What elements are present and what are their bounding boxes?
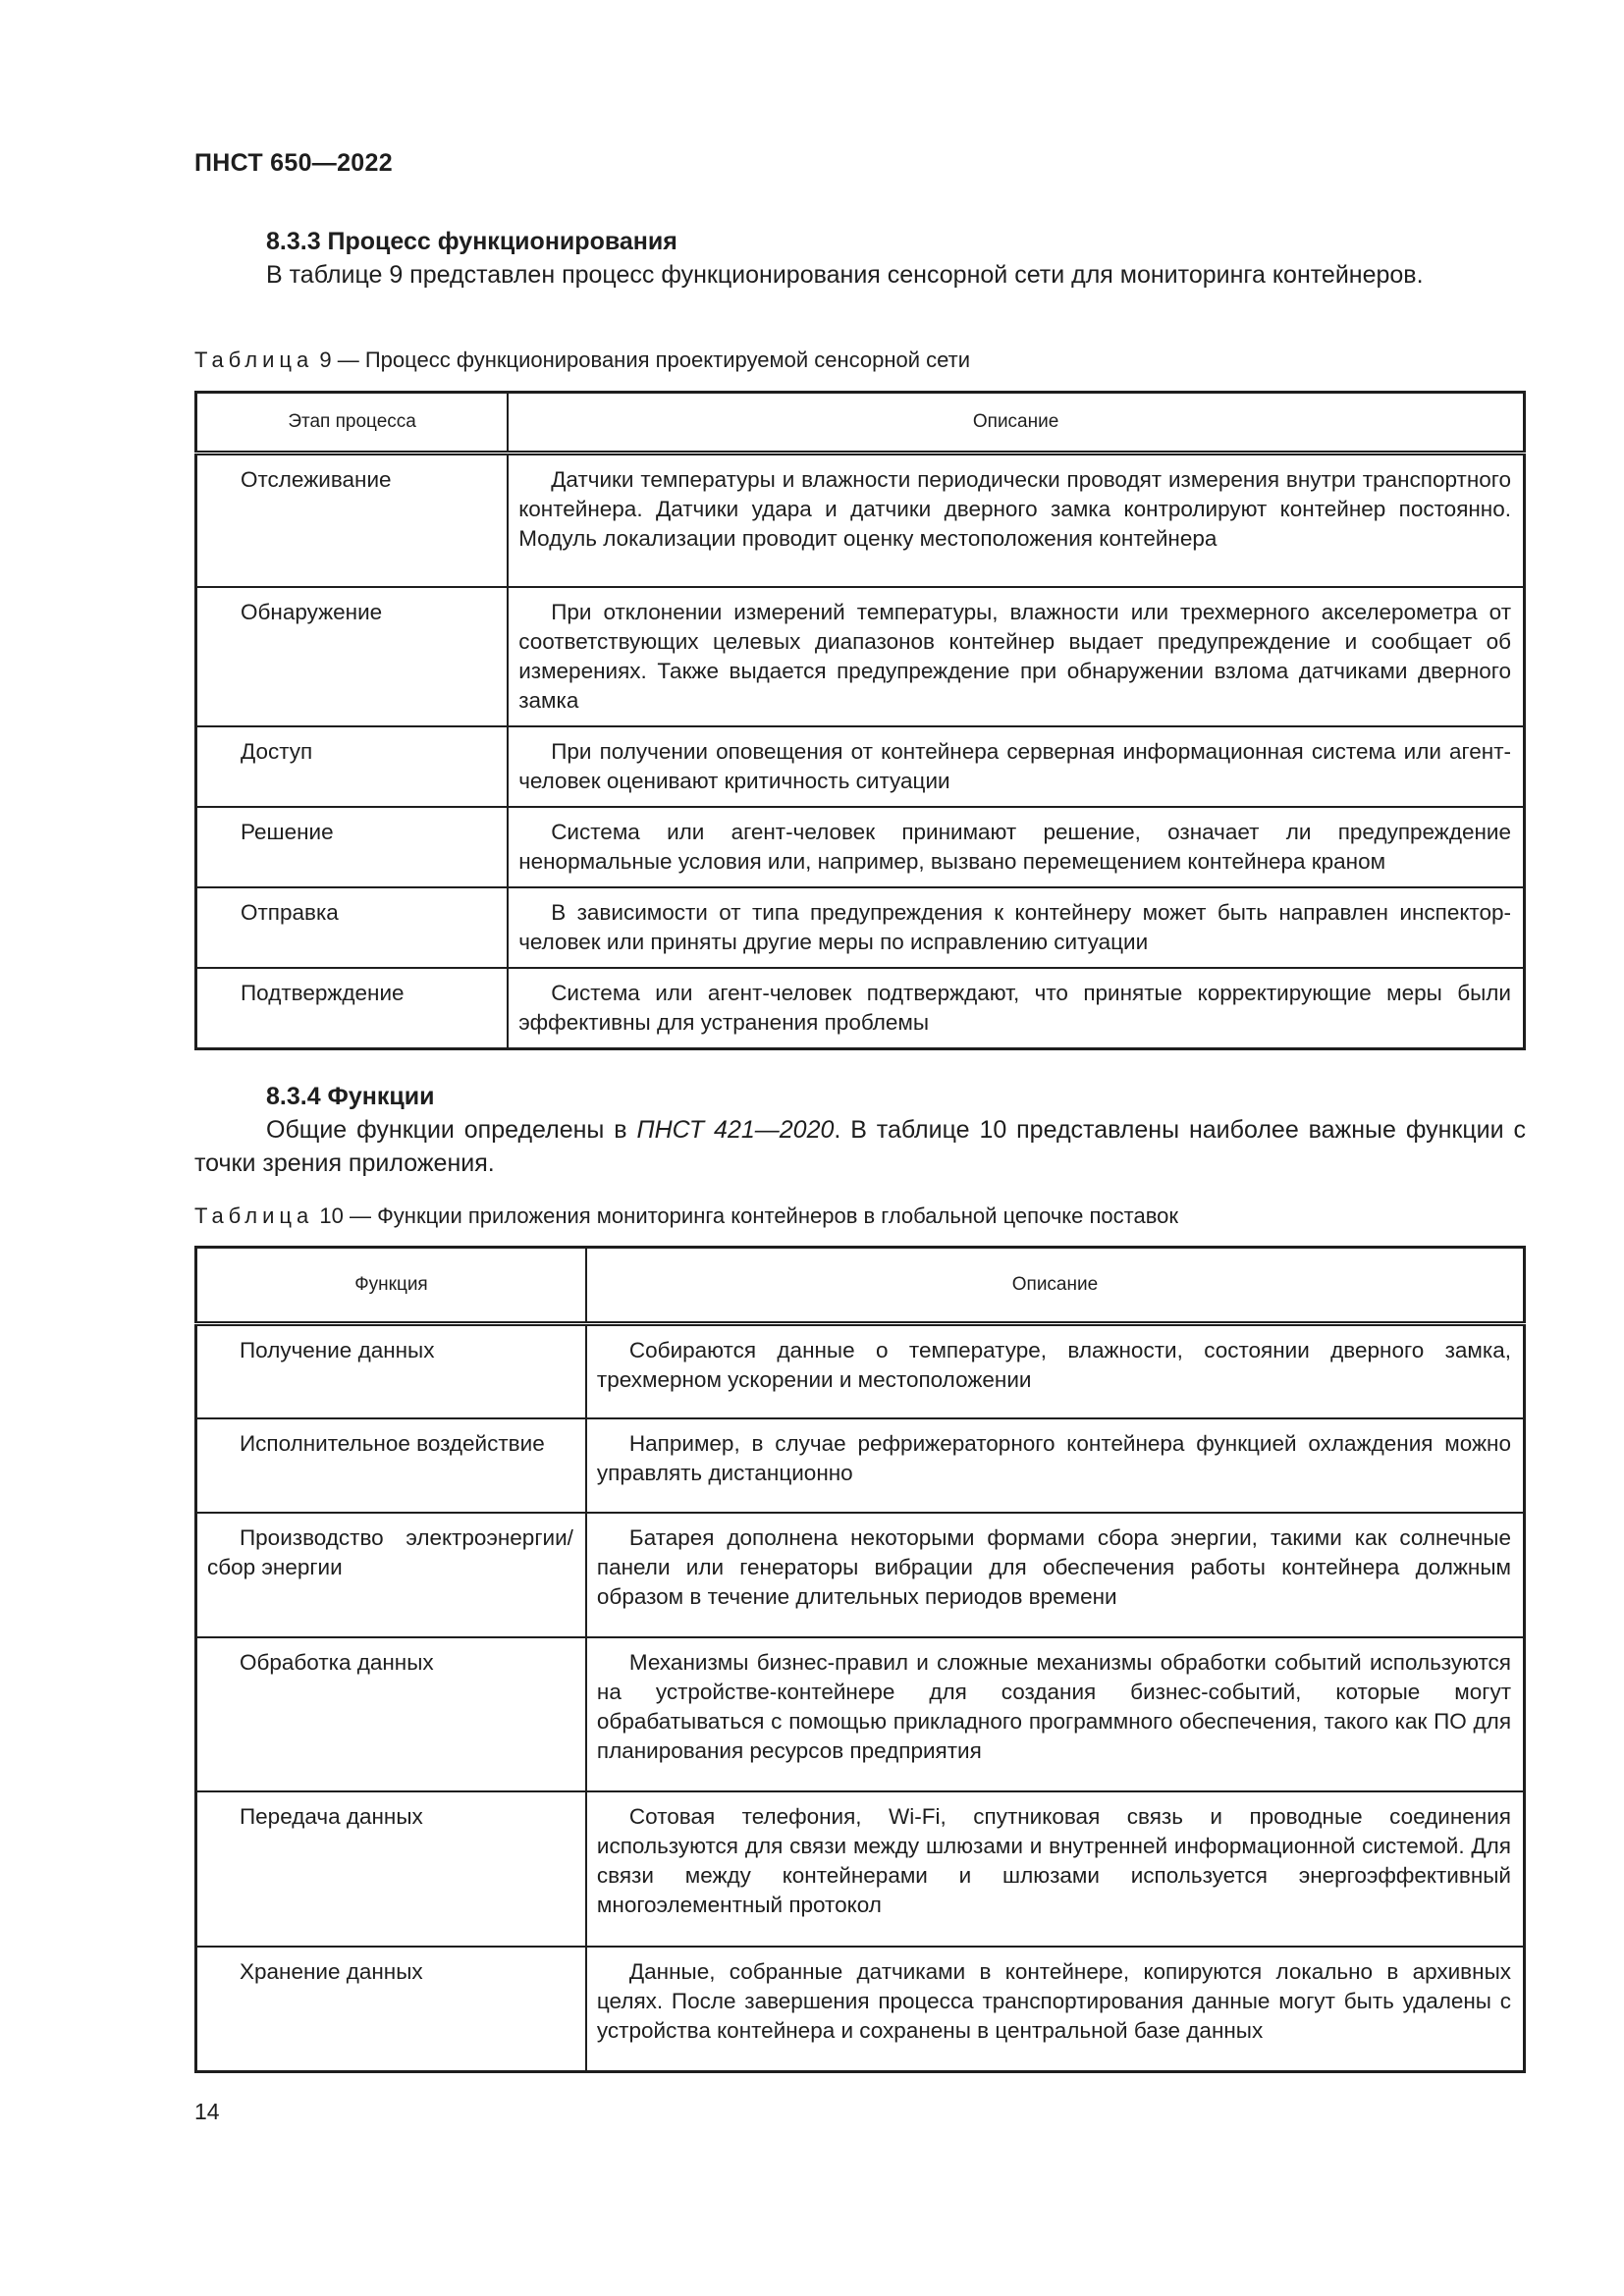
table-9-header-stage: Этап процесса bbox=[196, 393, 509, 454]
table-9-caption bbox=[194, 347, 970, 373]
table-10-function-cell: Получение данных bbox=[196, 1324, 586, 1418]
table-row bbox=[196, 1637, 1525, 1791]
table-row bbox=[196, 587, 1525, 726]
table-9-description-cell: При отклонении измерений температуры, влажности или трехмерного акселерометра от соответствующих целевых диапазонов контейнер выдает предупреждение и сообщает об измерениях. Также выдается предупреждение при обнаружении взлома датчиками дверного замка bbox=[508, 587, 1524, 726]
table-9-description-cell: При получении оповещения от контейнера серверная информационная система или агент-человек оценивают критичность ситуации bbox=[508, 726, 1524, 807]
table-10-description-cell: Механизмы бизнес-правил и сложные механизмы обработки событий используются на устройстве-контейнере для создания бизнес-событий, которые могут обрабатываться с помощью прикладного программного обеспечения, такого как ПО для планирования ресурсов предприятия bbox=[586, 1637, 1525, 1791]
page-number: 14 bbox=[194, 2099, 220, 2124]
table-10-description-cell: Собираются данные о температуре, влажности, состоянии дверного замка, трехмерном ускорении и местоположении bbox=[586, 1324, 1525, 1418]
table-10-description-cell: Например, в случае рефрижераторного контейнера функцией охлаждения можно управлять дистанционно bbox=[586, 1418, 1525, 1513]
table-row bbox=[196, 1513, 1525, 1637]
table-10-function-cell: Хранение данных bbox=[196, 1947, 586, 2072]
table-row bbox=[196, 968, 1525, 1049]
table-10-description-cell: Сотовая телефония, Wi-Fi, спутниковая связь и проводные соединения используются для связи между шлюзами и внутренней информационной системой. Для связи между контейнерами и шлюзами используется энергоэффективный многоэлементный протокол bbox=[586, 1791, 1525, 1947]
table-10-function-cell: Производство электроэнергии/сбор энергии bbox=[196, 1513, 586, 1637]
table-9-stage-cell: Решение bbox=[196, 807, 509, 887]
table-9-header-row bbox=[196, 393, 1525, 454]
table-10-caption bbox=[194, 1203, 1178, 1229]
paragraph-text-start: Общие функции определены в bbox=[266, 1116, 637, 1144]
table-9-description-cell: Датчики температуры и влажности периодически проводят измерения внутри транспортного контейнера. Датчики удара и датчики дверного замка контролируют контейнер постоянно. Модуль локализации проводит оценку местоположения контейнера bbox=[508, 454, 1524, 587]
table-9-description-cell: Система или агент-человек подтверждают, что принятые корректирующие меры были эффективны для устранения проблемы bbox=[508, 968, 1524, 1049]
table-9-caption-label: Таблица bbox=[194, 347, 314, 372]
table-row bbox=[196, 1324, 1525, 1418]
table-10-function-cell: Исполнительное воздействие bbox=[196, 1418, 586, 1513]
table-9-description-cell: Система или агент-человек принимают решение, означает ли предупреждение ненормальные условия или, например, вызвано перемещением контейнера краном bbox=[508, 807, 1524, 887]
section-paragraph-8-3-3: В таблице 9 представлен процесс функционирования сенсорной сети для мониторинга контейнеров. bbox=[266, 261, 1424, 289]
table-9-stage-cell: Отправка bbox=[196, 887, 509, 968]
document-code: ПНСТ 650—2022 bbox=[194, 149, 393, 177]
table-9-stage-cell: Подтверждение bbox=[196, 968, 509, 1049]
table-row bbox=[196, 1947, 1525, 2072]
table-9 bbox=[194, 391, 1526, 1050]
table-10-description-cell: Батарея дополнена некоторыми формами сбора энергии, такими как солнечные панели или генераторы вибрации для обеспечения работы контейнера должным образом в течение длительных периодов времени bbox=[586, 1513, 1525, 1637]
table-9-description-cell: В зависимости от типа предупреждения к контейнеру может быть направлен инспектор-человек или приняты другие меры по исправлению ситуации bbox=[508, 887, 1524, 968]
standard-reference: ПНСТ 421—2020 bbox=[636, 1116, 835, 1144]
table-10-function-cell: Передача данных bbox=[196, 1791, 586, 1947]
table-10-function-cell: Обработка данных bbox=[196, 1637, 586, 1791]
section-paragraph-8-3-4 bbox=[194, 1113, 1526, 1180]
table-row bbox=[196, 887, 1525, 968]
table-row bbox=[196, 1791, 1525, 1947]
table-10-header-function: Функция bbox=[196, 1248, 586, 1324]
table-row bbox=[196, 807, 1525, 887]
table-9-stage-cell: Доступ bbox=[196, 726, 509, 807]
table-9-stage-cell: Обнаружение bbox=[196, 587, 509, 726]
table-row bbox=[196, 1418, 1525, 1513]
table-10-description-cell: Данные, собранные датчиками в контейнере, копируются локально в архивных целях. После завершения процесса транспортирования данные могут быть удалены с устройства контейнера и сохранены в центральной базе данных bbox=[586, 1947, 1525, 2072]
table-10-caption-text: 10 — Функции приложения мониторинга контейнеров в глобальной цепочке поставок bbox=[319, 1203, 1179, 1228]
table-10 bbox=[194, 1246, 1526, 2073]
table-10-caption-label: Таблица bbox=[194, 1203, 314, 1228]
section-heading-8-3-3: 8.3.3 Процесс функционирования bbox=[266, 228, 677, 255]
table-9-caption-text: 9 — Процесс функционирования проектируемой сенсорной сети bbox=[319, 347, 970, 372]
table-9-stage-cell: Отслеживание bbox=[196, 454, 509, 587]
table-9-header-description: Описание bbox=[508, 393, 1524, 454]
table-10-header-description: Описание bbox=[586, 1248, 1525, 1324]
paragraph-text-end: . В таблице 10 представлены наиболее важные функции с точки зрения приложения. bbox=[194, 1116, 1526, 1177]
table-10-header-row bbox=[196, 1248, 1525, 1324]
section-heading-8-3-4: 8.3.4 Функции bbox=[266, 1083, 435, 1110]
table-row bbox=[196, 454, 1525, 587]
table-row bbox=[196, 726, 1525, 807]
